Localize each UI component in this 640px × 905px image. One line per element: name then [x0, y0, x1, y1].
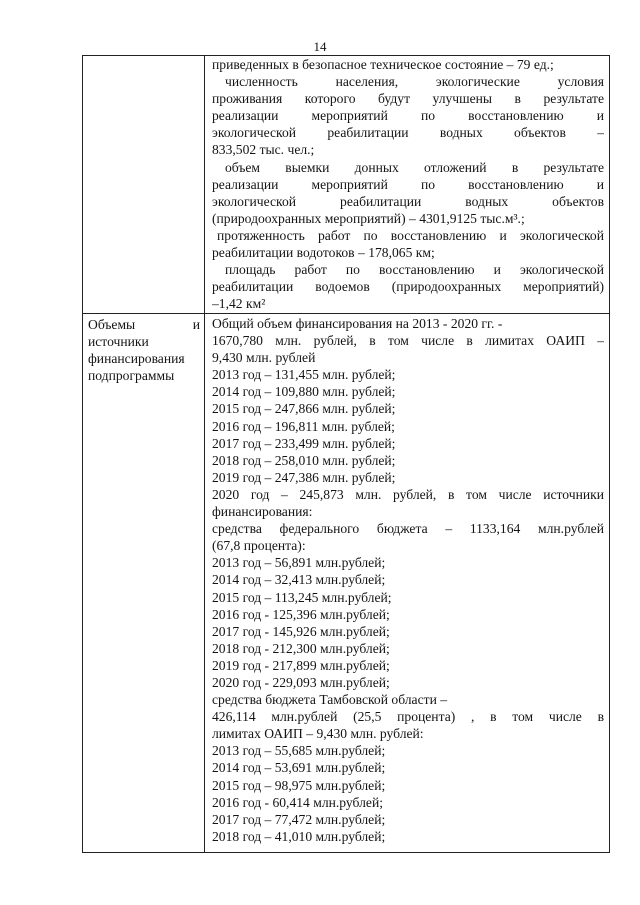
text-line: –1,42 км²	[212, 296, 266, 312]
text-line: 2014 год – 109,880 млн. рублей;	[212, 384, 396, 400]
table-cell-label-empty	[83, 56, 205, 313]
text-line: 1670,780 млн. рублей, в том числе в лимитах ОАИП –	[212, 333, 604, 349]
text-line: реализации мероприятий по восстановлению и	[212, 176, 604, 192]
text-line: лимитах ОАИП – 9,430 млн. рублей:	[212, 726, 424, 742]
text-line: проживания которого будут улучшены в результате	[212, 91, 604, 107]
text-line: экологической реабилитации водных объектов –	[212, 125, 604, 141]
text-line: 2013 год – 56,891 млн.рублей;	[212, 555, 386, 571]
text-line: 2018 год – 258,010 млн. рублей;	[212, 452, 396, 468]
text-line: 2017 год - 145,926 млн.рублей;	[212, 623, 390, 639]
text-line: объем выемки донных отложений в результате	[225, 159, 604, 175]
text-line: 2017 год – 233,499 млн. рублей;	[212, 435, 396, 451]
text-line: 2020 год – 245,873 млн. рублей, в том числе источники	[212, 486, 604, 502]
text-line: 2013 год – 55,685 млн.рублей;	[212, 743, 386, 759]
text-line: протяженность работ по восстановлению и экологической	[217, 227, 604, 243]
table-cell-financing-label	[83, 314, 205, 852]
text-line: 2018 год – 41,010 млн.рублей;	[212, 828, 386, 844]
text-line: 2019 год – 247,386 млн. рублей;	[212, 469, 396, 485]
text-line: реабилитации водоемов (природоохранных мероприятий)	[212, 279, 604, 295]
text-line: 2016 год - 60,414 млн.рублей;	[212, 794, 383, 810]
financing-label	[88, 316, 200, 384]
text-line: площадь работ по восстановлению и экологической	[225, 262, 604, 278]
text-line: 2015 год – 247,866 млн. рублей;	[212, 401, 396, 417]
label-line: источники	[88, 334, 149, 350]
text-line: 833,502 тыс. чел.;	[212, 142, 315, 158]
text-line: реализации мероприятий по восстановлению и	[212, 108, 604, 124]
label-line: подпрограммы	[88, 368, 175, 384]
text-line: финансирования:	[212, 504, 313, 520]
text-line: средства бюджета Тамбовской области –	[212, 692, 448, 708]
text-line: 2016 год – 196,811 млн. рублей;	[212, 418, 395, 434]
label-line: финансирования	[88, 351, 185, 367]
text-line: 2015 год – 113,245 млн.рублей;	[212, 589, 392, 605]
text-line: Общий объем финансирования на 2013 - 2020 гг. -	[212, 316, 503, 331]
text-line: 426,114 млн.рублей (25,5 процента) , в том числе в	[212, 709, 604, 725]
text-line: 2015 год – 98,975 млн.рублей;	[212, 777, 386, 793]
text-line: численность населения, экологические условия	[225, 74, 604, 90]
text-line: 2014 год – 32,413 млн.рублей;	[212, 572, 386, 588]
text-line: экологической реабилитации водных объектов	[212, 193, 604, 209]
table-row-financing	[83, 314, 609, 852]
table-cell-expected-results	[212, 56, 604, 312]
text-line: 2020 год - 229,093 млн.рублей;	[212, 674, 390, 690]
page-number: 14	[313, 39, 327, 54]
text-line: (67,8 процента):	[212, 538, 306, 554]
table-row-expected-results	[83, 56, 609, 314]
subprogram-passport-table	[82, 55, 610, 853]
text-line: (природоохранных мероприятий) – 4301,9125 тыс.м³.;	[212, 210, 525, 226]
text-line: средства федерального бюджета – 1133,164 млн.рублей	[212, 521, 604, 537]
text-line: 2017 год – 77,472 млн.рублей;	[212, 811, 386, 827]
text-line: реабилитации водотоков – 178,065 км;	[212, 245, 435, 261]
text-line: 2019 год - 217,899 млн.рублей;	[212, 657, 390, 673]
text-line: 2016 год - 125,396 млн.рублей;	[212, 606, 390, 622]
text-line: 2014 год – 53,691 млн.рублей;	[212, 760, 386, 776]
text-line: 2013 год – 131,455 млн. рублей;	[212, 367, 396, 383]
label-line: Объемы и	[88, 317, 200, 332]
text-line: 9,430 млн. рублей	[212, 350, 316, 366]
text-line: приведенных в безопасное техническое состояние – 79 ед.;	[212, 57, 554, 72]
table-cell-financing-amounts	[212, 315, 604, 845]
text-line: 2018 год - 212,300 млн.рублей;	[212, 640, 390, 656]
